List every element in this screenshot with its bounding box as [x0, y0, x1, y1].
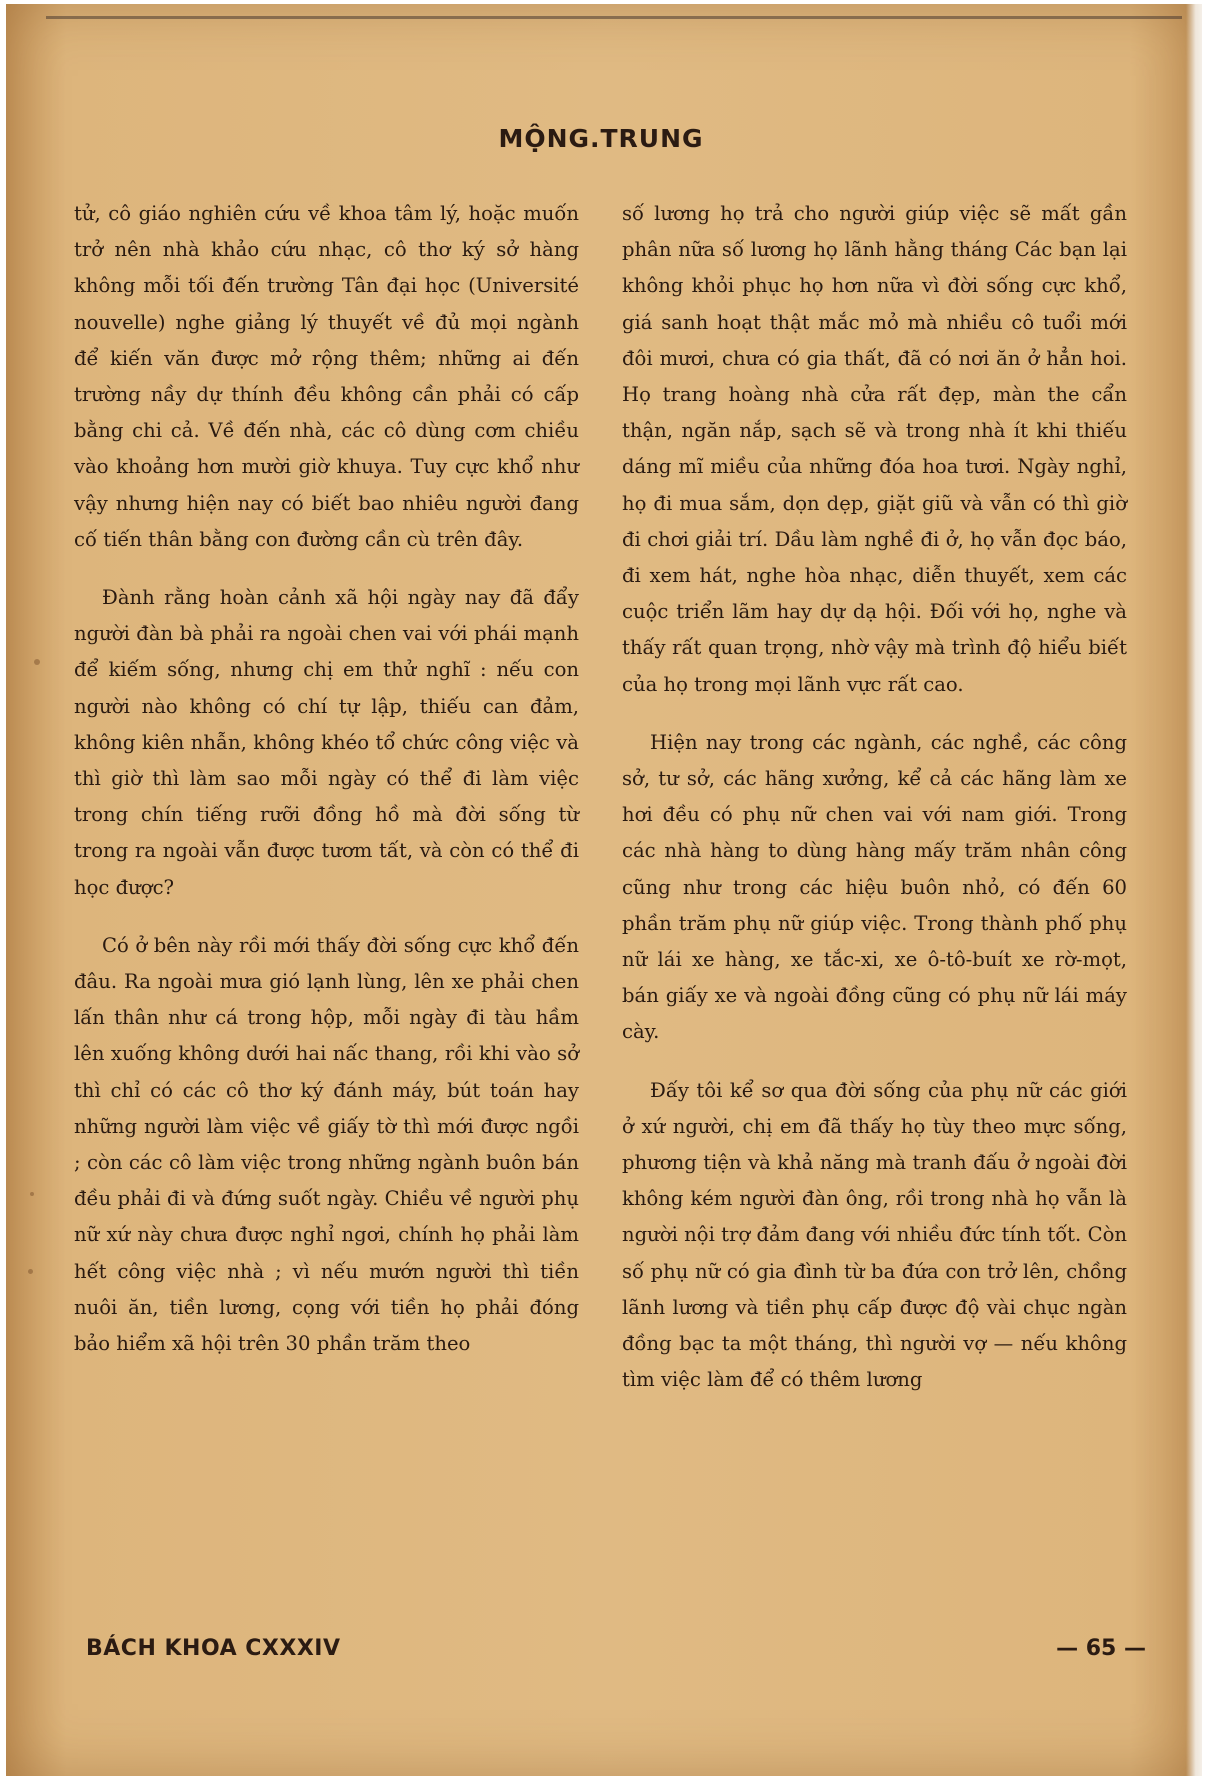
paragraph: Hiện nay trong các ngành, các nghề, các công sở, tư sở, các hãng xưởng, kể cả các hãng làm xe hơi đều có phụ nữ chen vai với nam giới. Trong các nhà hàng to dùng hàng mấy trăm nhân công cũng như trong các hiệu buôn nhỏ, có đến 60 phần trăm phụ nữ giúp việc. Trong thành phố phụ nữ lái xe hàng, xe tắc-xi, xe ô-tô-buít xe rờ-mọt, bán giấy xe và ngoài đồng cũng có phụ nữ lái máy cày.: [622, 730, 1127, 1044]
paragraph: số lương họ trả cho người giúp việc sẽ mất gần phân nữa số lương họ lãnh hằng tháng Các bạn lại không khỏi phục họ hơn nữa vì đời sống cực khổ, giá sanh hoạt thật mắc mỏ mà nhiều cô tuổi mới đôi mươi, chưa có gia thất, đã có nơi ăn ở hẳn hoi. Họ trang hoàng nhà cửa rất đẹp, màn the cẩn thận, ngăn nắp, sạch sẽ và trong nhà ít khi thiếu dáng mĩ miều của những đóa hoa tươi. Ngày nghỉ, họ đi mua sắm, dọn dẹp, giặt giũ và vẫn có thì giờ đi chơi giải trí. Dầu làm nghề đi ở, họ vẫn đọc báo, đi xem hát, nghe hòa nhạc, diễn thuyết, xem các cuộc triển lãm hay dự dạ hội. Đối với họ, nghe và thấy rất quan trọng, nhờ vậy mà trình độ hiểu biết của họ trong mọi lãnh vực rất cao.: [622, 202, 1127, 696]
page-edge: [1186, 4, 1202, 1776]
paragraph: Đấy tôi kể sơ qua đời sống của phụ nữ các giới ở xứ người, chị em đã thấy họ tùy theo mực sống, phương tiện và khả năng mà tranh đấu ở ngoài đời không kém người đàn ông, rồi trong nhà họ vẫn là người nội trợ đảm đang với nhiều đức tính tốt. Còn số phụ nữ có gia đình từ ba đứa con trở lên, chồng lãnh lương và tiền phụ cấp được độ vài chục ngàn đồng bạc ta một tháng, thì người vợ — nếu không tìm việc làm để có thêm lương: [622, 1078, 1127, 1392]
journal-name: BÁCH KHOA CXXXIV: [86, 1636, 341, 1661]
paper-stain: [34, 659, 40, 665]
paper-stain: [30, 1192, 34, 1196]
paragraph: Có ở bên này rồi mới thấy đời sống cực khổ đến đâu. Ra ngoài mưa gió lạnh lùng, lên xe phải chen lấn thân như cá trong hộp, mỗi ngày đi tàu hầm lên xuống không dưới hai nấc thang, rồi khi vào sở thì chỉ có các cô thơ ký đánh máy, bút toán hay những người làm việc về giấy tờ thì mới được ngồi ; còn các cô làm việc trong những ngành buôn bán đều phải đi và đứng suốt ngày. Chiều về người phụ nữ xứ này chưa được nghỉ ngơi, chính họ phải làm hết công việc nhà ; vì nếu mướn người thì tiền nuôi ăn, tiền lương, cọng với tiền họ phải đóng bảo hiểm xã hội trên 30 phần trăm theo: [74, 933, 579, 1356]
left-column: [74, 196, 579, 1384]
magazine-page: [6, 4, 1202, 1776]
paragraph: tử, cô giáo nghiên cứu về khoa tâm lý, hoặc muốn trở nên nhà khảo cứu nhạc, cô thơ ký sở hàng không mỗi tối đến trường Tân đại học (Université nouvelle) nghe giảng lý thuyết về đủ mọi ngành để kiến văn được mở rộng thêm; những ai đến trường nầy dự thính đều không cần phải có cấp bằng chi cả. Về đến nhà, các cô dùng cơm chiều vào khoảng hơn mười giờ khuya. Tuy cực khổ như vậy nhưng hiện nay có biết bao nhiêu người đang cố tiến thân bằng con đường cần cù trên đây.: [74, 202, 579, 551]
paragraph: Đành rằng hoàn cảnh xã hội ngày nay đã đẩy người đàn bà phải ra ngoài chen vai với phái mạnh để kiếm sống, nhưng chị em thử nghĩ : nếu con người nào không có chí tự lập, thiếu can đảm, không kiên nhẫn, không khéo tổ chức công việc và thì giờ thì làm sao mỗi ngày có thể đi làm việc trong chín tiếng rưỡi đồng hồ mà đời sống từ trong ra ngoài vẫn được tươm tất, và còn có thể đi học được?: [74, 586, 579, 899]
running-title: MỘNG.TRUNG: [498, 124, 704, 153]
right-column: [622, 196, 1127, 1421]
paper-stain: [28, 1269, 33, 1274]
page-number: — 65 —: [1056, 1636, 1146, 1661]
top-rule: [46, 16, 1182, 19]
